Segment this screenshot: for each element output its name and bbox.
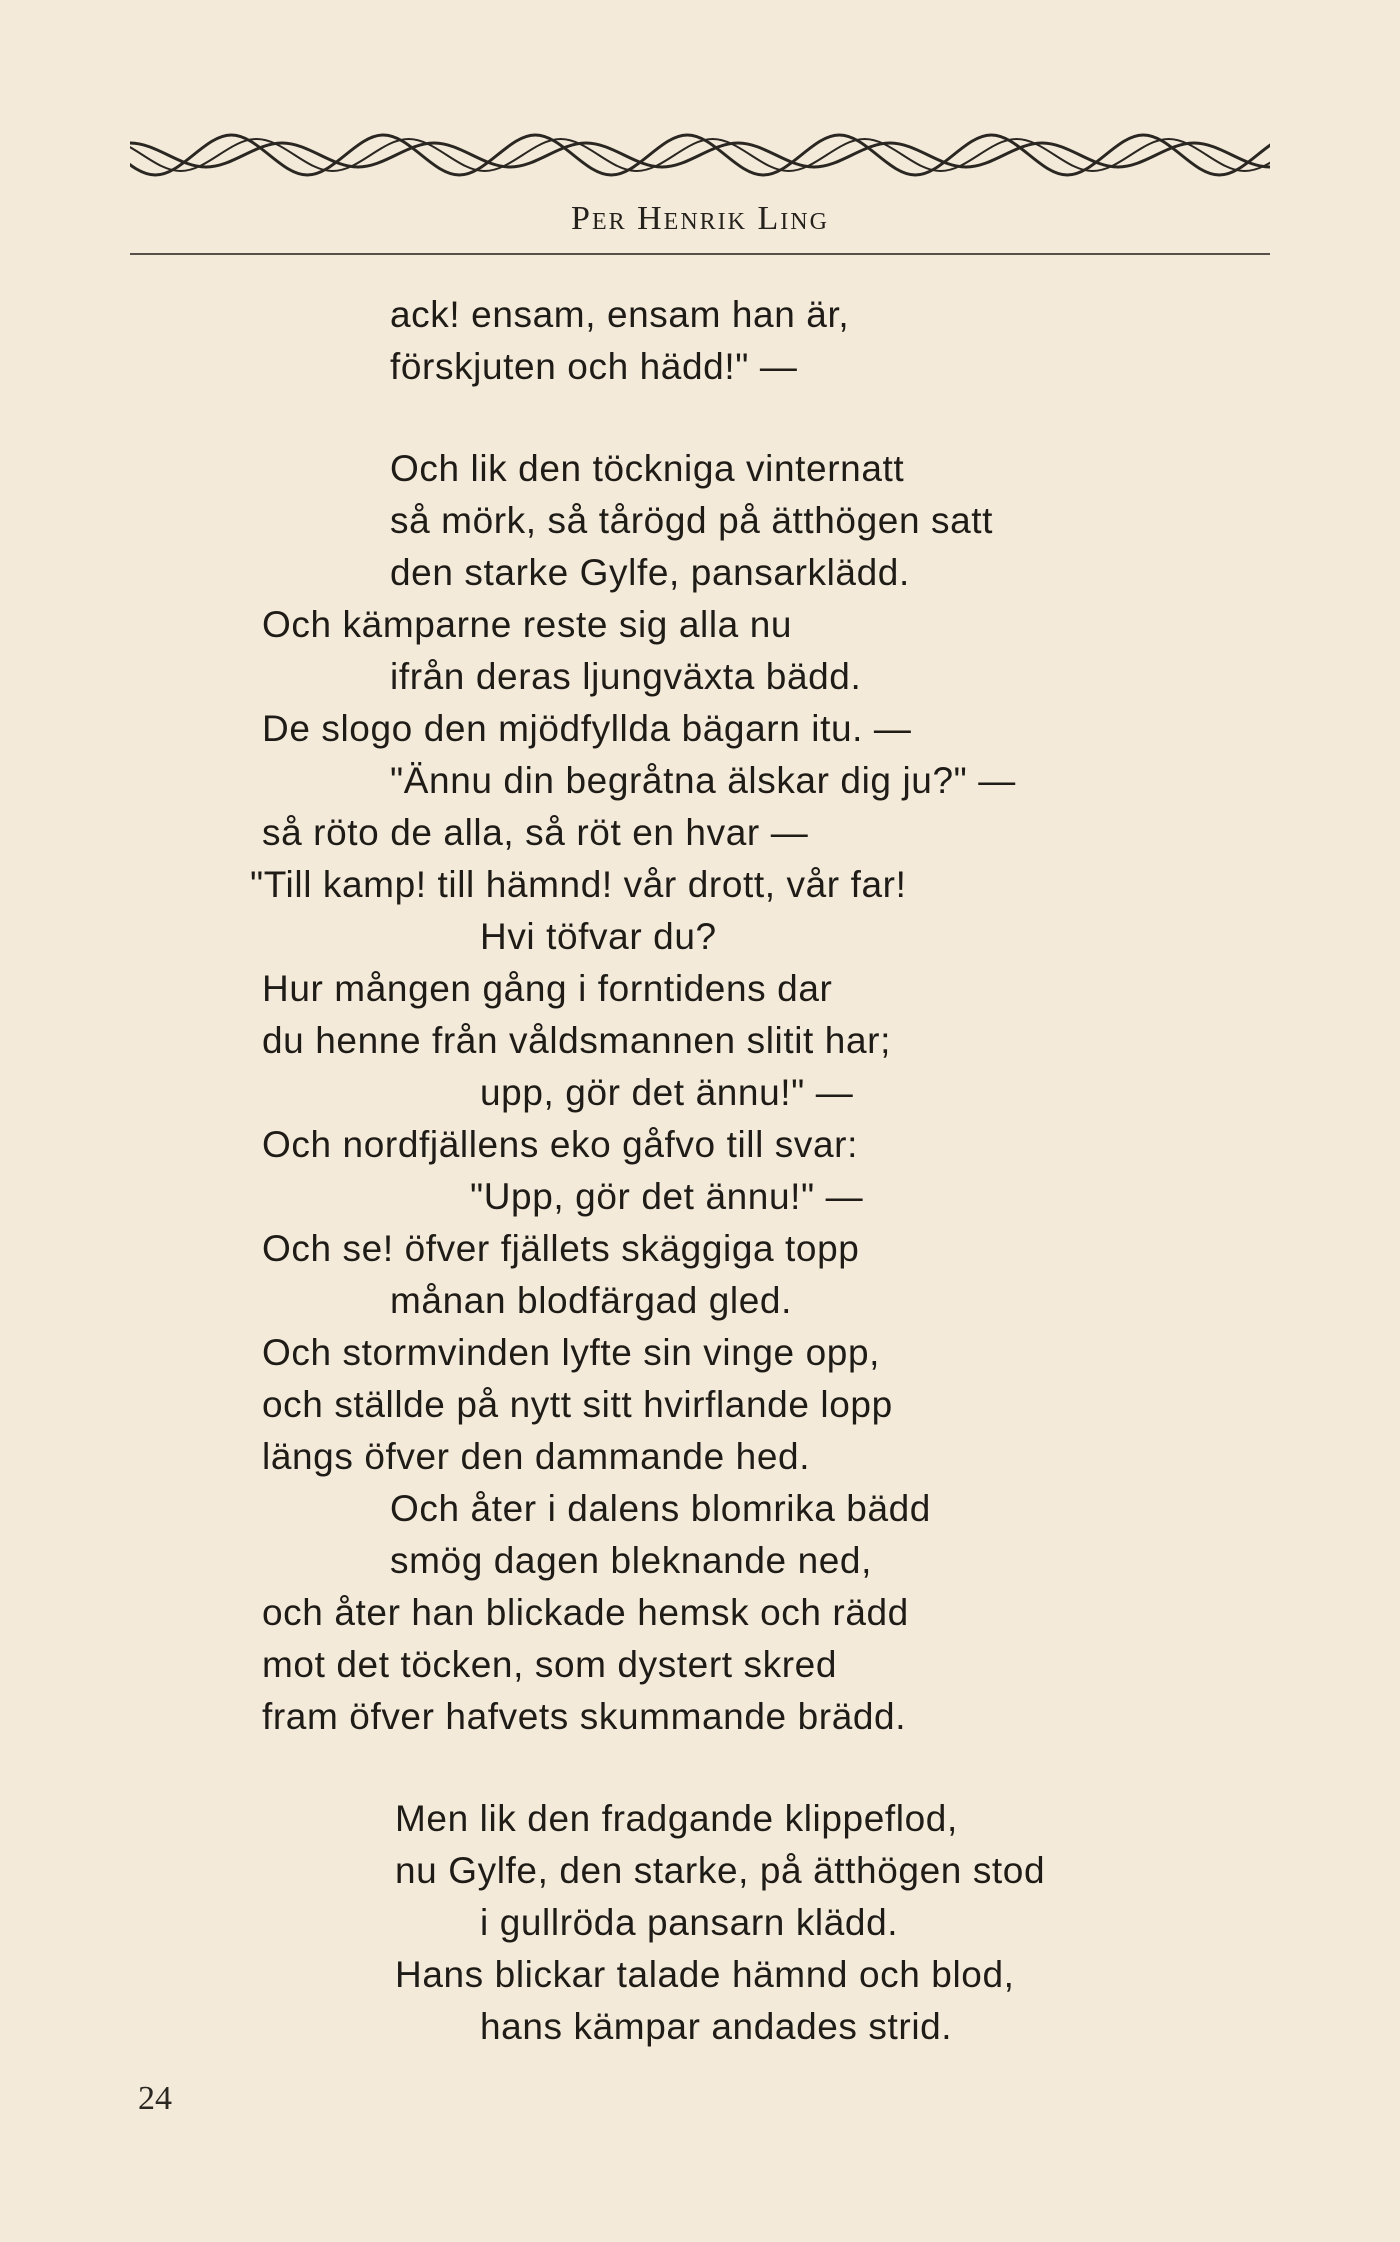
poem-line: "Upp, gör det ännu!" — [470,1176,864,1217]
poem-line: ack! ensam, ensam han är, [390,294,850,335]
poem-line: "Till kamp! till hämnd! vår drott, vår far! [250,864,907,905]
poem-line: hans kämpar andades strid. [480,2006,953,2047]
poem-line: så mörk, så tårögd på ätthögen satt [390,500,994,541]
poem-line: Men lik den fradgande klippeflod, [395,1798,958,1839]
poem-line: och åter han blickade hemsk och rädd [262,1592,909,1633]
poem-line: i gullröda pansarn klädd. [480,1902,899,1943]
poem-line: Och åter i dalens blomrika bädd [390,1488,931,1529]
poem-line: Och nordfjällens eko gåfvo till svar: [262,1124,858,1165]
poem-line: upp, gör det ännu!" — [480,1072,854,1113]
poem-line: nu Gylfe, den starke, på ätthögen stod [395,1850,1046,1891]
poem-line: månan blodfärgad gled. [390,1280,792,1321]
poem-line: och ställde på nytt sitt hvirflande lopp [262,1384,893,1425]
header-rule [130,253,1270,255]
poem-line: Hans blickar talade hämnd och blod, [395,1954,1015,1995]
poem-line: "Ännu din begråtna älskar dig ju?" — [390,760,1016,801]
poem-line: ifrån deras ljungväxta bädd. [390,656,862,697]
poem-line: Och lik den töckniga vinternatt [390,448,905,489]
braid-strand [130,143,1270,167]
poem-line: Och stormvinden lyfte sin vinge opp, [262,1332,881,1373]
poem-line: Och se! öfver fjällets skäggiga topp [262,1228,860,1269]
poem-line: den starke Gylfe, pansarklädd. [390,552,910,593]
poem-line: De slogo den mjödfyllda bägarn itu. — [262,708,912,749]
poem-line: Och kämparne reste sig alla nu [262,604,793,645]
poem-line: förskjuten och hädd!" — [390,346,798,387]
poem-line: längs öfver den dammande hed. [262,1436,811,1477]
poem-line: smög dagen bleknande ned, [390,1540,872,1581]
poem-line: mot det töcken, som dystert skred [262,1644,838,1685]
running-head: Per Henrik Ling [571,200,829,237]
braided-band-ornament [130,128,1270,182]
poem-line: fram öfver hafvets skummande brädd. [262,1696,907,1737]
poem-line: du henne från våldsmannen slitit har; [262,1020,891,1061]
page-number: 24 [138,2080,172,2117]
poem-line: Hur mången gång i forntidens dar [262,968,833,1009]
poem-line: så röto de alla, så röt en hvar — [262,812,809,853]
poem-line: Hvi töfvar du? [480,916,717,957]
